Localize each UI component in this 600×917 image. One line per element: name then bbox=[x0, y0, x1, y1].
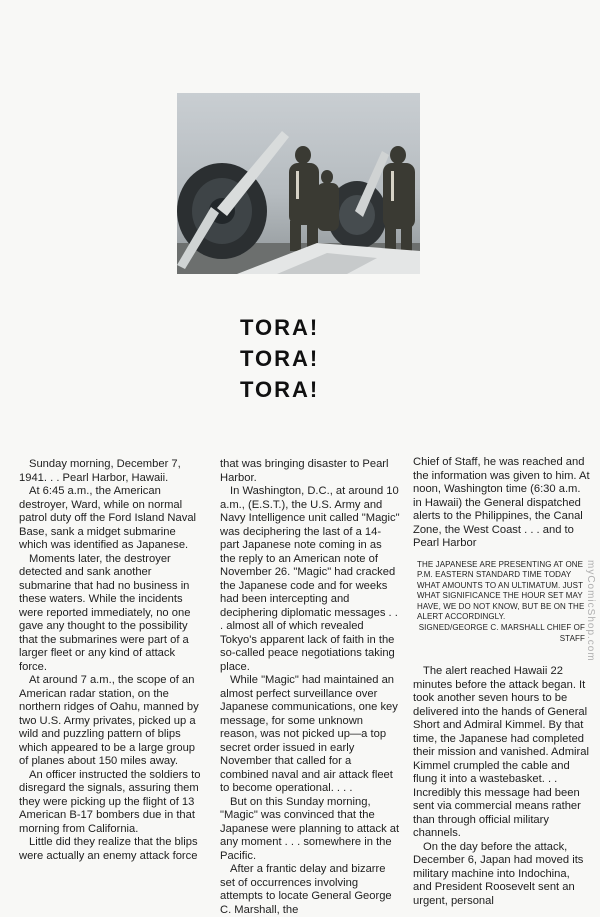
text-column-3 bbox=[413, 456, 591, 908]
title-line: TORA! bbox=[240, 377, 320, 402]
paragraph: In Washington, D.C., at around 10 a.m., (E.S.T.), the U.S. Army and Navy Intelligence unit called "Magic" was deciphering the last of a 14-part Japanese note coming in as the reply to an American note of November 26. "Magic" had cracked the Japanese code and for weeks had been intercepting and deciphering diplomatic messages . . . almost all of which revealed Tokyo's apparent lack of faith in the so-called peace negotiations taking place. bbox=[220, 485, 400, 673]
paragraph: At 6:45 a.m., the American destroyer, Ward, while on normal patrol duty off the Ford Island Naval Base, sank a midget submarine which was identified as Japanese. bbox=[19, 485, 197, 551]
paragraph: But on this Sunday morning, "Magic" was convinced that the Japanese were planning to attack at any moment . . . somewhere in the Pacific. bbox=[220, 795, 400, 862]
paragraph: The alert reached Hawaii 22 minutes before the attack began. It took another seven hours to be delivered into the hands of General Short and Admiral Kimmel. By that time, the Japanese had completed their mission and vanished. Admiral Kimmel crumpled the cable and flung it into a wastebasket. . . Incredibly this message had been sent via commercial means rather than through official military channels. bbox=[413, 665, 589, 840]
paragraph: At around 7 a.m., the scope of an American radar station, on the northern ridges of Oahu, manned by two U.S. Army privates, picked up a wild and puzzling pattern of blips which appeared to be a large group of planes about 150 miles away. bbox=[19, 674, 199, 767]
spacer bbox=[413, 653, 591, 665]
text-column-2 bbox=[220, 458, 400, 917]
article-title bbox=[240, 312, 390, 405]
paragraph: While "Magic" had maintained an almost perfect surveillance over Japanese communications, one key message, for some unknown reason, was not picked up—a top secret order issued in early November that called for a combined naval and air attack fleet to become operational. . . . bbox=[220, 674, 398, 794]
paragraph: that was bringing disaster to Pearl Harbor. bbox=[220, 458, 389, 484]
title-line: TORA! bbox=[240, 315, 320, 340]
title-line: TORA! bbox=[240, 346, 320, 371]
watermark: myComicShop.com bbox=[585, 560, 596, 662]
paragraph: Chief of Staff, he was reached and the information was given to him. At noon, Washington time (6:30 a.m. in Hawaii) the General dispatched alerts to the Philippines, the Canal Zone, the West Coast . . . and to Pearl Harbor bbox=[413, 456, 590, 549]
paragraph: Little did they realize that the blips were actually an enemy attack force bbox=[19, 836, 198, 862]
paragraph: Sunday morning, December 7, 1941. . . Pearl Harbor, Hawaii. bbox=[19, 458, 181, 484]
paragraph: Moments later, the destroyer detected and sank another submarine that had no business in these waters. While the incidents were reported immediately, no one gave any thought to the possibility that the submarines were part of a larger fleet or any kind of attack force. bbox=[19, 552, 191, 673]
paragraph: An officer instructed the soldiers to disregard the signals, assuring them they were picking up the flight of 13 American B-17 bombers due in that morning from California. bbox=[19, 768, 201, 835]
text-column-1 bbox=[19, 458, 205, 863]
marshall-alert-memo bbox=[417, 560, 591, 645]
pilots-photo-illustration bbox=[177, 93, 420, 274]
memo-text: THE JAPANESE ARE PRESENTING AT ONE P.M. EASTERN STANDARD TIME TODAY WHAT AMOUNTS TO AN ULTIMATUM. JUST WHAT SIGNIFICANCE THE HOUR SET MAY HAVE, WE DO NOT KNOW, BUT BE ON THE ALERT ACCORDINGLY. bbox=[417, 559, 585, 622]
paragraph: After a frantic delay and bizarre set of occurrences involving attempts to locate General George C. Marshall, the bbox=[220, 863, 392, 916]
hero-photo bbox=[177, 93, 420, 274]
memo-signature: SIGNED/GEORGE C. MARSHALL CHIEF OF STAFF bbox=[418, 623, 585, 643]
paragraph: On the day before the attack, December 6, Japan had moved its military machine into Indochina, and President Roosevelt sent an urgent, personal bbox=[413, 840, 584, 907]
